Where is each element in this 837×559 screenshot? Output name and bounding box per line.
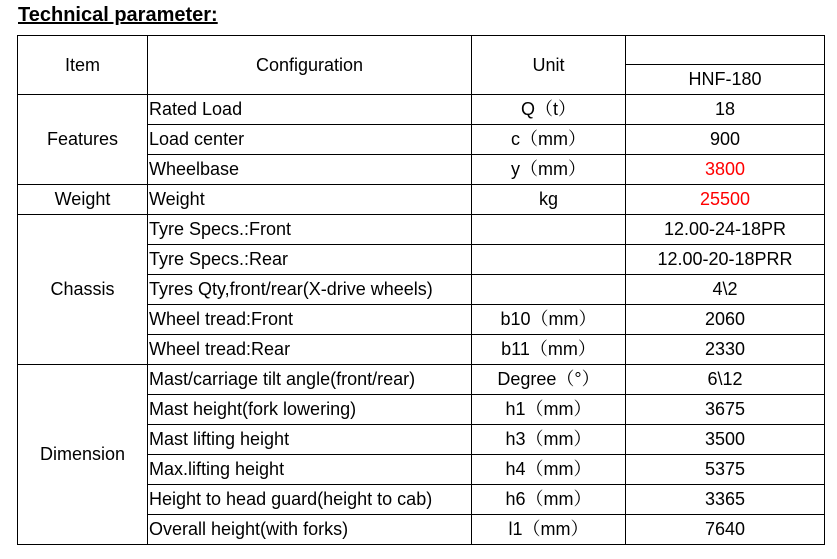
header-configuration: Configuration (148, 36, 472, 95)
unit-cell: h4（mm） (472, 455, 626, 485)
unit-cell: h3（mm） (472, 425, 626, 455)
table-row (18, 365, 825, 395)
value-cell: 4\2 (626, 275, 825, 305)
config-cell: Wheel tread:Front (148, 305, 472, 335)
unit-cell: Q（t） (472, 95, 626, 125)
config-cell: Tyres Qty,front/rear(X-drive wheels) (148, 275, 472, 305)
value-cell: 6\12 (626, 365, 825, 395)
header-unit: Unit (472, 36, 626, 95)
config-cell: Mast/carriage tilt angle(front/rear) (148, 365, 472, 395)
config-cell: Wheel tread:Rear (148, 335, 472, 365)
value-cell: 3500 (626, 425, 825, 455)
config-cell: Height to head guard(height to cab) (148, 485, 472, 515)
table-body (18, 95, 825, 545)
config-cell: Overall height(with forks) (148, 515, 472, 545)
value-cell: 5375 (626, 455, 825, 485)
config-cell: Tyre Specs.:Rear (148, 245, 472, 275)
group-label: Chassis (18, 215, 148, 365)
unit-cell: c（mm） (472, 125, 626, 155)
unit-cell: y（mm） (472, 155, 626, 185)
config-cell: Rated Load (148, 95, 472, 125)
value-cell: 3365 (626, 485, 825, 515)
group-label: Dimension (18, 365, 148, 545)
config-cell: Max.lifting height (148, 455, 472, 485)
value-cell: 7640 (626, 515, 825, 545)
config-cell: Load center (148, 125, 472, 155)
header-model: HNF-180 (626, 65, 825, 95)
unit-cell: l1（mm） (472, 515, 626, 545)
config-cell: Weight (148, 185, 472, 215)
technical-parameter-table (17, 35, 825, 545)
value-cell: 12.00-20-18PRR (626, 245, 825, 275)
unit-cell (472, 245, 626, 275)
header-item: Item (18, 36, 148, 95)
unit-cell: kg (472, 185, 626, 215)
value-cell: 25500 (626, 185, 825, 215)
unit-cell: h1（mm） (472, 395, 626, 425)
unit-cell: b11（mm） (472, 335, 626, 365)
group-label: Features (18, 95, 148, 185)
value-cell: 18 (626, 95, 825, 125)
unit-cell: Degree（°） (472, 365, 626, 395)
value-cell: 12.00-24-18PR (626, 215, 825, 245)
unit-cell (472, 275, 626, 305)
value-cell: 2060 (626, 305, 825, 335)
value-cell: 900 (626, 125, 825, 155)
table-header (18, 36, 825, 95)
header-model-spacer (626, 36, 825, 65)
table-row (18, 95, 825, 125)
config-cell: Mast height(fork lowering) (148, 395, 472, 425)
group-label: Weight (18, 185, 148, 215)
value-cell: 2330 (626, 335, 825, 365)
unit-cell: b10（mm） (472, 305, 626, 335)
value-cell: 3800 (626, 155, 825, 185)
config-cell: Tyre Specs.:Front (148, 215, 472, 245)
unit-cell: h6（mm） (472, 485, 626, 515)
config-cell: Mast lifting height (148, 425, 472, 455)
page-title: Technical parameter: (18, 4, 218, 26)
table-row (18, 185, 825, 215)
unit-cell (472, 215, 626, 245)
value-cell: 3675 (626, 395, 825, 425)
config-cell: Wheelbase (148, 155, 472, 185)
table-row (18, 215, 825, 245)
